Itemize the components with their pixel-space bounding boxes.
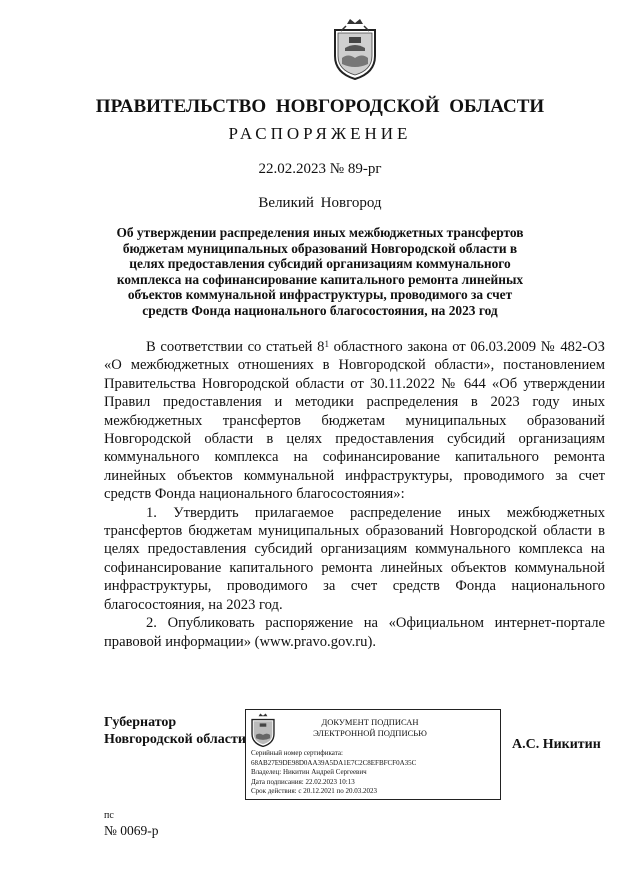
footer-initials: пс bbox=[104, 810, 114, 821]
stamp-signed-date: Дата подписания: 22.02.2023 10:13 bbox=[251, 777, 355, 786]
stamp-owner: Владелец: Никитин Андрей Сергеевич bbox=[251, 768, 367, 776]
article-superscript: 1 bbox=[324, 339, 329, 349]
government-name: ПРАВИТЕЛЬСТВО НОВГОРОДСКОЙ ОБЛАСТИ bbox=[95, 96, 545, 117]
stamp-details bbox=[251, 749, 416, 797]
stamp-validity: Срок действия: с 20.12.2021 по 20.03.2023 bbox=[251, 787, 377, 795]
stamp-heading-line-2: ЭЛЕКТРОННОЙ ПОДПИСЬЮ bbox=[313, 728, 427, 738]
stamp-heading-line-1: ДОКУМЕНТ ПОДПИСАН bbox=[321, 717, 419, 727]
item-1-paragraph: 1. Утвердить прилагаемое распределение иных межбюджетных трансфертов бюджетам муниципальных образований Новгородской области в целях предоставления субсидий организациям коммунального комплекса на софинансирование капитального ремонта линейных объектов коммунальной инфраструктуры, проводимого за счет средств Фонда национального благосостояния, на 2023 год. bbox=[104, 504, 605, 613]
signer-title-line-1: Губернатор bbox=[104, 715, 177, 730]
stamp-cert-number: 68AB27E9DE98D0AA39A5DA1E7C2C8EFBFCF0A35C bbox=[251, 758, 417, 767]
signer-title-line-2: Новгородской области bbox=[104, 732, 246, 747]
preamble-text-end: областного закона от 06.03.2009 № 482-ОЗ «О межбюджетных отношениях в Новгородской области», постановлением Правительства Новгородской области от 30.11.2022 № 644 «Об утверждении Правил предоставления и методики распределения в 2023 году иных межбюджетных трансфертов бюджетам муниципальных образований Новгородской области в целях предоставления субсидий организациям коммунального комплекса на софинансирование капитального ремонта линейных объектов коммунальной инфраструктуры, проводимого за счет средств Фонда национального благосостояния»: bbox=[104, 339, 605, 503]
footer-ref-number: № 0069-р bbox=[104, 823, 159, 838]
stamp-heading bbox=[290, 717, 450, 739]
novgorod-coat-of-arms-icon bbox=[332, 18, 378, 80]
document-date-number: 22.02.2023 № 89-рг bbox=[258, 161, 382, 177]
preamble-paragraph bbox=[104, 338, 605, 504]
document-footer bbox=[104, 808, 159, 838]
item-2-paragraph: 2. Опубликовать распоряжение на «Официальном интернет-портале правовой информации» (www.pravo.gov.ru). bbox=[104, 615, 605, 650]
stamp-coat-of-arms-icon bbox=[250, 713, 276, 747]
document-subject: Об утверждении распределения иных межбюджетных трансфертов бюджетам муниципальных образований Новгородской области в целях предоставления субсидий организациям коммунального комплекса на софинансирование капитального ремонта линейных объектов коммунальной инфраструктуры, проводимого за счет средств Фонда национального благосостояния, на 2023 год bbox=[116, 225, 524, 318]
signer-title bbox=[104, 714, 246, 748]
stamp-cert-label: Серийный номер сертификата: bbox=[251, 749, 343, 757]
document-body bbox=[104, 338, 605, 651]
document-city: Великий Новгород bbox=[258, 195, 382, 211]
preamble-text-start: В соответствии со статьей 8 bbox=[146, 339, 325, 355]
document-type: РАСПОРЯЖЕНИЕ bbox=[228, 124, 412, 143]
electronic-signature-stamp bbox=[245, 709, 501, 800]
signer-name: А.С. Никитин bbox=[512, 737, 601, 752]
